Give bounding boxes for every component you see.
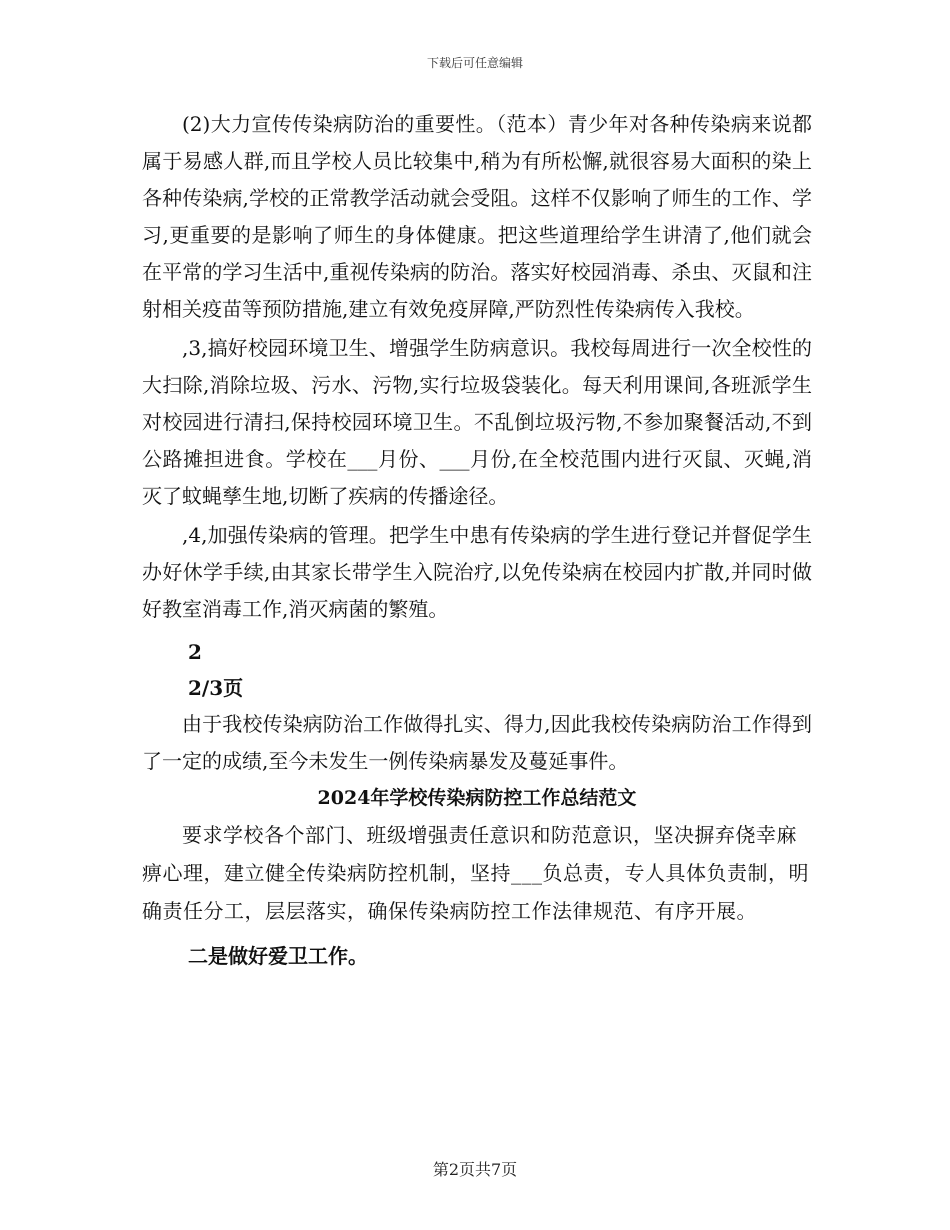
paragraph-management: ,4,加强传染病的管理。把学生中患有传染病的学生进行登记并督促学生办好休学手续,由其家长带学生入院治疗,以免传染病在校园内扩散,并同时做好教室消毒工作,消灭病菌的繁殖。 — [142, 523, 812, 621]
page-marker-fraction: 2/3页 — [188, 676, 244, 700]
subheading-sanitation: 二是做好爱卫工作。 — [188, 944, 368, 968]
paragraph-environment: ,3,搞好校园环境卫生、增强学生防病意识。我校每周进行一次全校性的大扫除,消除垃圾、污水、污物,实行垃圾袋装化。每天利用课间,各班派学生对校园进行清扫,保持校园环境卫生。不乱倒垃圾污物,不参加聚餐活动,不到公路摊担进食。学校在___月份、___月份,在全校范围内进行灭鼠、灭蝇,消灭了蚊蝇孳生地,切断了疾病的传播途径。 — [142, 336, 812, 508]
page-header-note: 下载后可任意编辑 — [426, 56, 523, 70]
section-title: 2024年学校传染病防控工作总结范文 — [317, 787, 637, 809]
paragraph-conclusion: 由于我校传染病防治工作做得扎实、得力,因此我校传染病防治工作得到了一定的成绩,至今未发生一例传染病暴发及蔓延事件。 — [142, 712, 812, 773]
page-footer: 第2页共7页 — [432, 1160, 518, 1179]
document-body — [142, 106, 812, 974]
paragraph-requirements: 要求学校各个部门、班级增强责任意识和防范意识，坚决摒弃侥幸麻痹心理，建立健全传染病防控机制，坚持___负总责，专人具体负责制，明确责任分工，层层落实，确保传染病防控工作法律规范、有序开展。 — [142, 823, 809, 923]
page-marker-number: 2 — [188, 640, 202, 664]
paragraph-publicity: (2)大力宣传传染病防治的重要性。（范本）青少年对各种传染病来说都属于易感人群,而且学校人员比较集中,稍为有所松懈,就很容易大面积的染上各种传染病,学校的正常教学活动就会受阻。这样不仅影响了师生的工作、学习,更重要的是影响了师生的身体健康。把这些道理给学生讲清了,他们就会在平常的学习生活中,重视传染病的防治。落实好校园消毒、杀虫、灭鼠和注射相关疫苗等预防措施,建立有效免疫屏障,严防烈性传染病传入我校。 — [142, 112, 812, 321]
